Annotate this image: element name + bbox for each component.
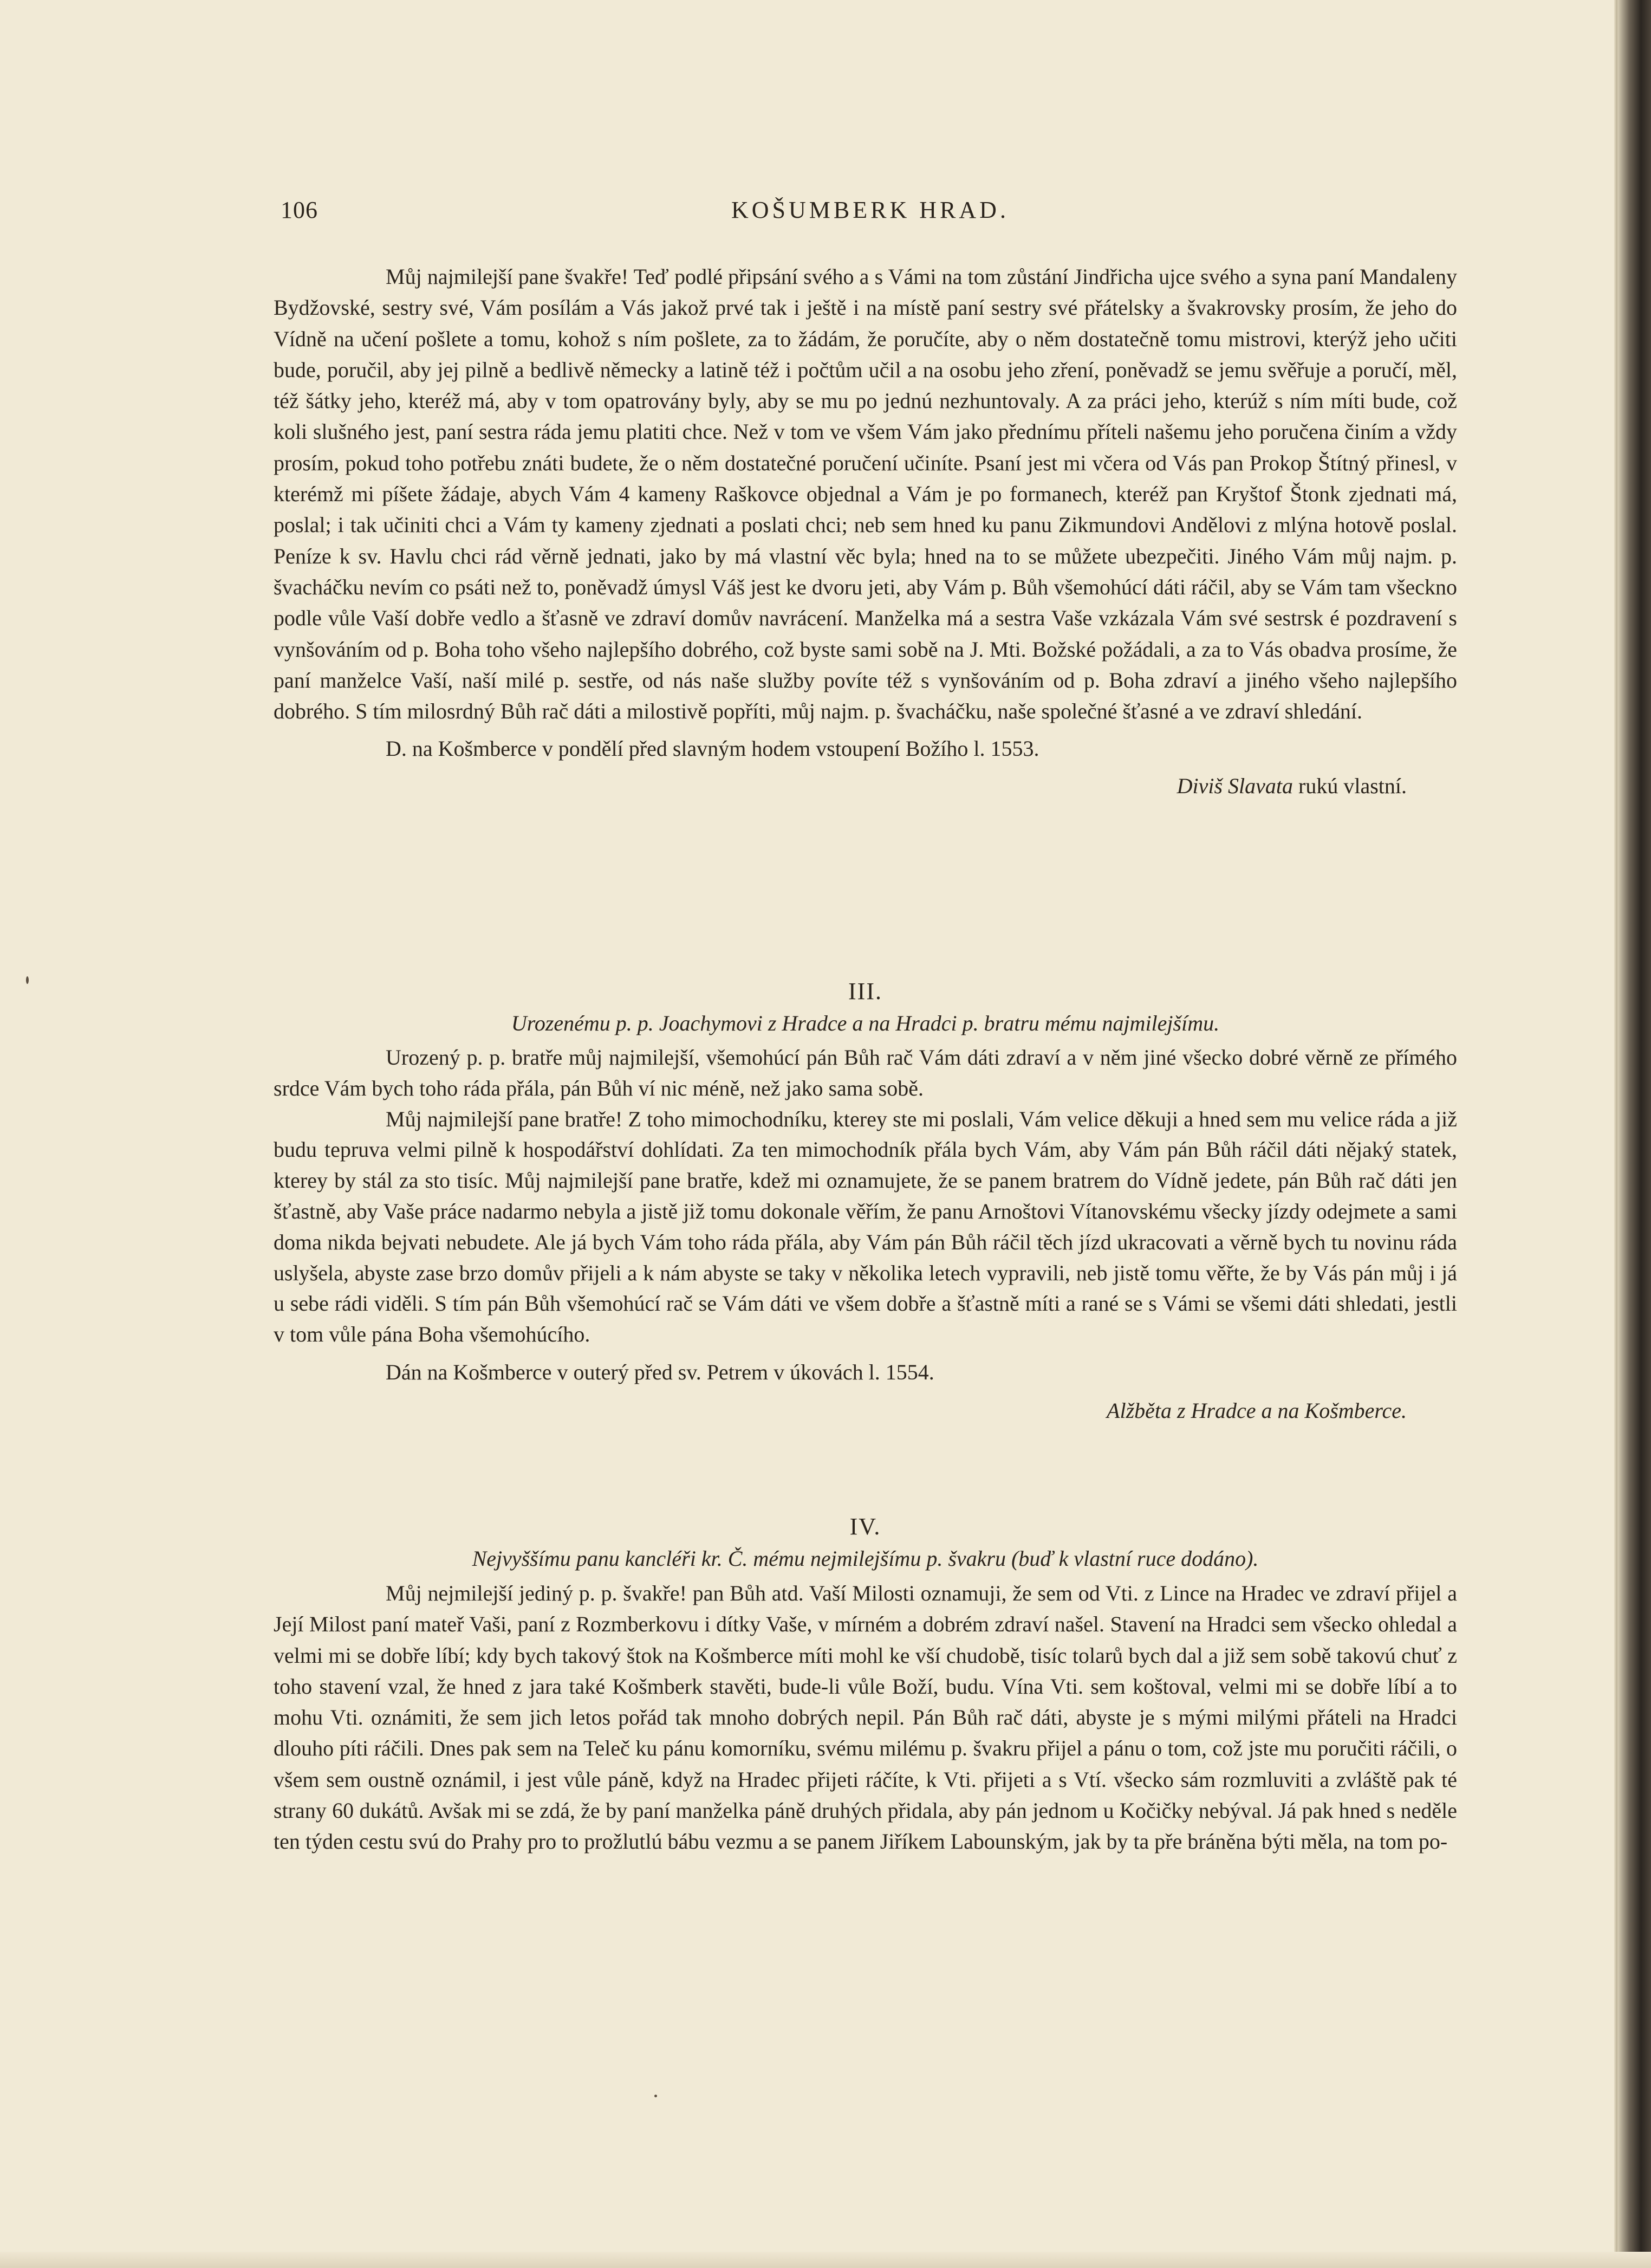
running-title: KOŠUMBERK HRAD. xyxy=(731,197,1009,223)
letter-iii-paragraph-2: Můj najmilejší pane bratře! Z toho mimochodníku, kterey ste mi poslali, Vám velice děkuji a hned sem mu velice ráda a již budu tepruva velmi pilně k hospodářství dohlídati. Za ten mimochodník přála bych Vám, aby Vám pán Bůh ráčil dáti nějaký statek, kterey by stál za sto tisíc. Můj najmilejší pane bratře, kdež mi oznamujete, že se panem bratrem do Vídně jedete, pán Bůh rač dáti jen šťastně, aby Vaše práce nadarmo nebyla a jistě již tomu dokonale věřím, že panu Arnoštovi Vítanovskému všecky jízdy odejmete a sami doma nikda bejvati nebudete. Ale já bych Vám toho ráda přála, aby Vám pán Bůh ráčil těch jízd ukracovati a věrně bych tu novinu ráda uslyšela, abyste zase brzo domův přijeli a k nám abyste se taky v několika letech vypravili, neb jistě tomu věřte, že by Vás pán můj i já u sebe rádi viděli. S tím pán Bůh všemohúcí rač se Vám dáti ve všem dobře a šťastně míti a rané se s Vámi se všemi dáti shledati, jestli v tom vůle pána Boha všemohúcího. xyxy=(274,1106,1457,1347)
letter-iv-paragraph-1: Můj nejmilejší jediný p. p. švakře! pan Bůh atd. Vaší Milosti oznamuji, že sem od Vti. z Lince na Hradec ve zdraví přijel a Její Milost paní mateř Vaši, paní z Rozmberkovu i dítky Vaše, v mírném a dobrém zdraví našel. Stavení na Hradci sem všecko ohledal a velmi mi se dobře líbí; kdy bych takový štok na Košmberce míti mohl ke vší chudobě, tisíc tolarů bych dal a již sem sobě takovú chuť z toho stavení vzal, že hned z jara také Košmberk stavěti, bude-li vůle Boží, budu. Vína Vti. sem koštoval, velmi mi se dobře líbí a to mohu Vti. oznámiti, že sem jich letos pořád tak mnoho dobrých nepil. Pán Bůh rač dáti, abyste je s mými milými přáteli na Hradci dlouho píti ráčili. Dnes pak sem na Teleč ku pánu komorníku, svému milému p. švakru přijel a pánu o tom, což jste mu poručiti ráčili, o všem sem oustně oznámil, i jest vůle páně, když na Hradec přijeti ráčíte, k Vti. přijeti a s Vtí. všecko sám rozmluviti a zvláště pak té strany 60 dukátů. Avšak mi se zdá, že by paní manželka páně druhých přidala, aby pán jednom u Kočičky nebýval. Já pak hned s neděle ten týden cestu svú do Prahy pro to prožlutlú bábu vezmu a se panem Jiříkem Labounským, jak by ta pře bráněna býti měla, na tom po- xyxy=(274,1581,1457,1854)
letter-iv-number: IV. xyxy=(849,1513,881,1540)
letter-ii-dateline: D. na Košmberce v pondělí před slavným hodem vstoupení Božího l. 1553. xyxy=(386,736,1039,761)
letter-ii-signature-suffix: rukú vlastní. xyxy=(1298,774,1407,799)
letter-iii-signature-text: Alžběta z Hradce a na Košmberce. xyxy=(1107,1398,1407,1423)
page-number: 106 xyxy=(281,197,318,223)
letter-iii-dateline: Dán na Košmberce v outerý před sv. Petrem v úkovách l. 1554. xyxy=(386,1359,934,1384)
letter-ii-continuation xyxy=(274,261,1457,801)
letter-iv xyxy=(274,1511,1457,1857)
letter-iii-signature xyxy=(274,1395,1457,1426)
running-head xyxy=(0,196,1651,234)
letter-ii-paragraph: Můj najmilejší pane švakře! Teď podlé připsání svého a s Vámi na tom zůstání Jindřicha ujce svého a syna paní Mandaleny Bydžovské, sestry své, Vám posílám a Vás jakož prvé tak i ještě i na místě paní sestry své přátelsky a švakrovsky prosím, že jeho do Vídně na učení pošlete a tomu, kohož s ním pošlete, za to žádám, že poručíte, aby o něm dostatečně tomu mistrovi, kterýž jeho učiti bude, poručil, aby jej pilně a bedlivě německy a latině též i počtům učil a na osobu jeho zření, poněvadž se jemu svěřuje a poručí, měl, též šátky jeho, kteréž má, aby v tom opatrovány byly, aby se mu po jednú nezhuntovaly. A za práci jeho, kterúž s ním míti bude, což koli slušného jest, paní sestra ráda jemu platiti chce. Než v tom ve všem Vám jako přednímu příteli našemu jeho poručena činím a vždy prosím, pokud toho potřebu znáti budete, že o něm dostatečné poručení učiníte. Psaní jest mi včera od Vás pan Prokop Štítný přinesl, v kterémž mi píšete žádaje, abych Vám 4 kameny Raškovce objednal a Vám je po formanech, kteréž pan Kryštof Štonk zjednati má, poslal; i tak učiniti chci a Vám ty kameny zjednati a poslati chci; neb sem hned ku panu Zikmundovi Andělovi z mlýna hotově poslal. Peníze k sv. Havlu chci rád věrně jednati, jako by má vlastní věc byla; hned na to se můžete ubezpečiti. Jiného Vám můj najm. p. švacháčku nevím co psáti než to, poněvadž úmysl Váš jest ke dvoru jeti, aby Vám p. Bůh všemohúcí dáti ráčil, aby se Vám tam všeckno podle vůle Vaší dobře vedlo a šťasně ve zdraví domův navrácení. Manželka má a sestra Vaše vzkázala Vám své sestrsk é pozdravení s vynšováním od p. Boha toho všeho najlepšího dobrého, což byste sami sobě na J. Mti. Božské požádali, a za to Vás obadva prosíme, že paní manželce Vaší, naší milé p. sestře, od nás naše služby povíte též s vynšováním od p. Boha zdraví a jiného všeho najlepšího dobrého. S tím milosrdný Bůh rač dáti a milostivě popříti, můj najm. p. švacháčku, naše společné šťasné a ve zdraví shledání. xyxy=(274,264,1457,724)
letter-ii-signature xyxy=(274,770,1457,801)
letter-ii-signature-name: Diviš Slavata xyxy=(1176,774,1294,799)
letter-iv-heading: Nejvyššímu panu kancléři kr. Č. mému nejmilejšímu p. švakru (buď k vlastní ruce dodáno). xyxy=(472,1546,1259,1571)
letter-iii-number: III. xyxy=(848,978,882,1005)
letter-iii-heading: Urozenému p. p. Joachymovi z Hradce a na Hradci p. bratru mému najmilejšímu. xyxy=(511,1011,1220,1035)
letter-iii xyxy=(274,975,1457,1426)
letter-iii-paragraph-1: Urozený p. p. bratře můj najmilejší, všemohúcí pán Bůh rač Vám dáti zdraví a v něm jiné všecko dobré věrně ze přímého srdce Vám bych toho ráda přála, pán Bůh ví nic méně, než jako sama sobě. xyxy=(274,1045,1457,1100)
